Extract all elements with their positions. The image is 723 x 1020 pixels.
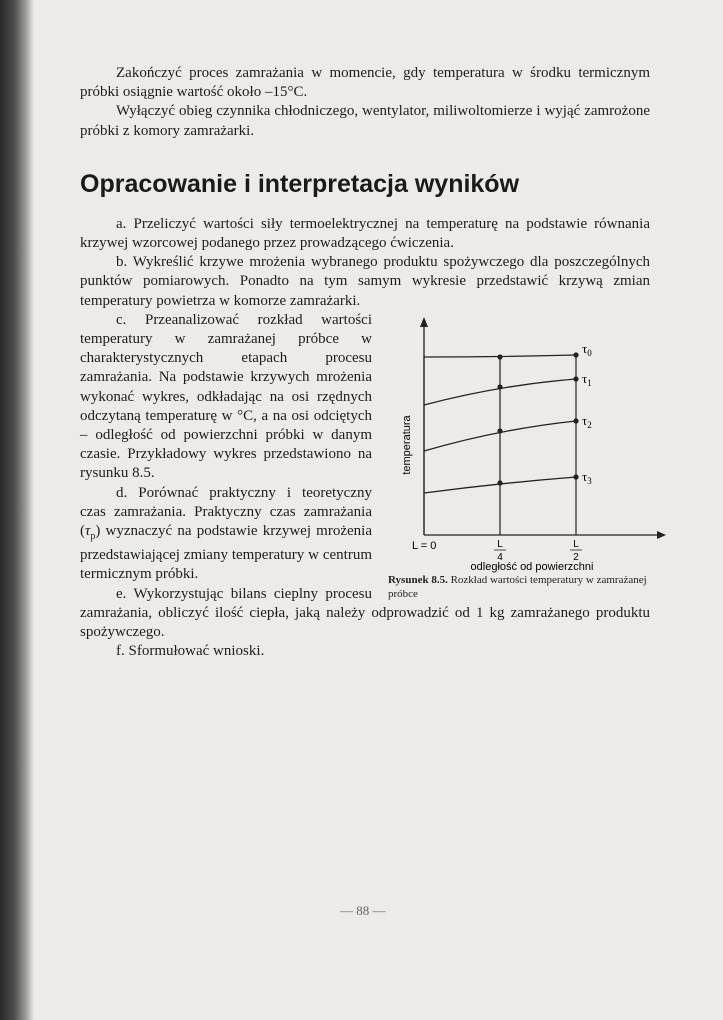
point <box>573 474 578 479</box>
point <box>497 354 502 359</box>
point <box>497 428 502 433</box>
y-axis-arrow <box>420 317 428 327</box>
point <box>497 384 502 389</box>
x-tick-l4-numerator: L <box>497 538 503 550</box>
item-f: f. Sformułować wnioski. <box>116 643 265 660</box>
figure-caption <box>388 573 668 601</box>
temperature-distribution-chart <box>382 313 672 573</box>
figure-wrap-block <box>80 311 650 600</box>
y-axis-label: temperatura <box>401 415 413 475</box>
item-d: d. Porównać praktyczny i teoretyczny czas zamrażania. Praktyczny czas zamrażania $(\tau_p)$ wyznaczyć na podstawie krzywej mrożenia przedstawiającej zmiany temperatury w centrum termicznym próbki. <box>80 484 372 583</box>
point <box>497 480 502 485</box>
paragraph-turn-off: Wyłączyć obieg czynnika chłodniczego, wentylator, miliwoltomierze i wyjąć zamrożone próbki z komory zamrażarki. <box>80 103 650 139</box>
curve-label-tau2: $\tau_2$ <box>582 412 592 430</box>
x-axis-label: odległość od powierzchni <box>470 560 594 573</box>
figure-8-5 <box>382 313 662 598</box>
x-tick-l4-denominator: 4 <box>497 551 503 563</box>
page-number: — 88 — <box>340 903 386 918</box>
point <box>573 376 578 381</box>
paragraph-end-freezing: Zakończyć proces zamrażania w momencie, gdy temperatura w środku termicznym próbki osiągnie wartość około –15°C. <box>80 65 650 101</box>
curve-label-tau1: $\tau_1$ <box>582 370 592 388</box>
item-c: c. Przeanalizować rozkład wartości temperatury w zamrażanej próbce w charakterystycznych etapach procesu zamrażania. Na podstawie krzywych mrożenia wykonać wykres, odkładając na osi rzędnych odczytaną temperaturę w °C, a na osi odciętych – odległość od powierzchni próbki w danym czasie. Przykładowy wykres przedstawiono na rysunku 8.5. <box>80 311 372 482</box>
caption-number: Rysunek 8.5. <box>388 573 448 586</box>
x-tick-l0: L = 0 <box>412 539 437 552</box>
curve-label-tau3: $\tau_3$ <box>582 468 592 486</box>
point <box>573 418 578 423</box>
item-b: b. Wykreślić krzywe mrożenia wybranego produktu spożywczego dla poszczególnych punktów pomiarowych. Ponadto na tym samym wykresie przedstawić krzywą zmian temperatury powietrza w komorze zamrażarki. <box>80 254 650 309</box>
point <box>573 352 578 357</box>
item-a: a. Przeliczyć wartości siły termoelektrycznej na temperaturę na podstawie równania krzywej wzorcowej podanego przez prowadzącego ćwiczenia. <box>80 215 650 252</box>
book-binding-shadow <box>0 0 34 1020</box>
section-heading: Opracowanie i interpretacja wyników <box>80 169 520 198</box>
item-e: e. Wykorzystując bilans cieplny procesu zamrażania, obliczyć ilość ciepła, jaką należy odprowadzić od 1 kg zamrażanego produktu spożywczego. <box>80 585 650 641</box>
curve-label-tau0: $\tau_0$ <box>582 340 592 358</box>
x-tick-l2-denominator: 2 <box>573 551 579 563</box>
page-content <box>80 64 650 661</box>
x-axis-arrow <box>657 531 666 539</box>
x-tick-l2-numerator: L <box>573 538 579 550</box>
caption-text: Rozkład wartości temperatury w zamrażanej próbce <box>388 573 647 600</box>
